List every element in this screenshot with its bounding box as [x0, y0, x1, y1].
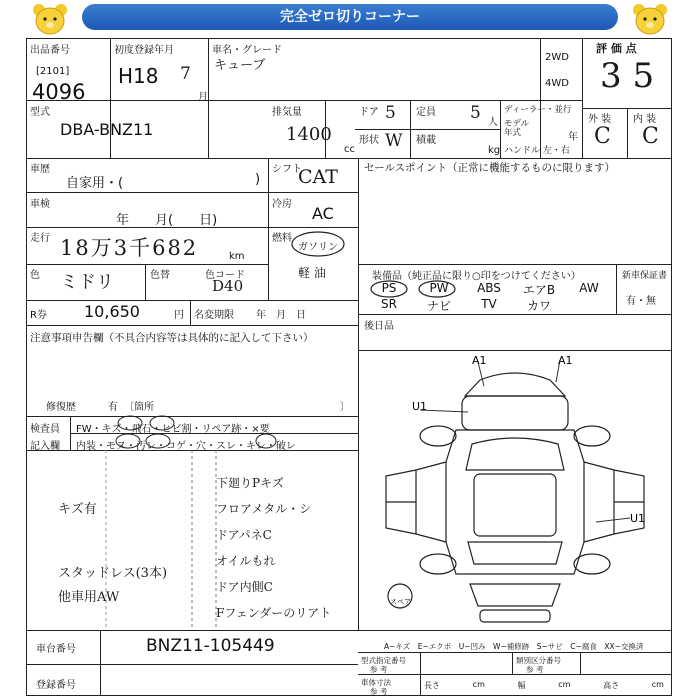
banner-title: 完全ゼロ切りコーナー [82, 4, 618, 30]
rating-label: 評 価 点 [596, 42, 637, 55]
doors-label: ドア [359, 107, 379, 118]
color-code-value: D40 [212, 277, 244, 295]
repair-value: 有 [108, 402, 118, 413]
color-label: 色 [30, 270, 40, 281]
color-code-label: 色コード [205, 270, 245, 281]
interior-value: C [642, 124, 659, 149]
shift-value: CAT [298, 166, 338, 188]
reg-month: 7 [180, 64, 191, 84]
displacement-label: 排気量 [272, 107, 302, 118]
fuel-gas: ガソリン [298, 242, 338, 253]
chassis-value: BNZ11-105449 [146, 636, 275, 656]
history-value: 自家用・( [66, 176, 124, 191]
inspector-label-2: 記入欄 [30, 441, 60, 452]
remarks-left [58, 498, 167, 610]
shape-value: W [385, 131, 403, 151]
exterior-value: C [594, 124, 611, 149]
fuel-diesel: 軽 油 [298, 266, 326, 280]
registration-label: 登録番号 [36, 680, 76, 691]
price-label: R券 [30, 310, 47, 321]
load-label: 積載 [416, 135, 436, 146]
lot-label: 出品番号 [30, 45, 70, 56]
dim-height-label: 高さ [603, 681, 620, 690]
inspection-label: 車検 [30, 199, 50, 210]
mark-u1-left: U1 [412, 400, 428, 413]
dim-length-label: 長さ [424, 681, 440, 690]
shift-label: シフト [272, 164, 302, 175]
mascot-right-icon [630, 2, 670, 36]
lot-number: 4096 [32, 80, 86, 104]
remark-left-item: スタッドレス(3本) [58, 566, 168, 581]
mileage-unit: km [229, 251, 245, 262]
damage-legend: A−キズ E−エクボ U−凹み W−補修跡 S−サビ C−腐食 XX−交換済 [384, 642, 644, 651]
mark-u1-right: U1 [630, 512, 646, 525]
rating-value: 3 5 [600, 56, 655, 96]
equipment-item: PS [381, 281, 397, 295]
dim-length-unit: cm [472, 680, 485, 689]
spare-label: スペア [390, 598, 411, 606]
inspector-row1: FW・キズ・飛石・ヒビ割・リペア跡・×要 [76, 424, 270, 435]
class-code-label: 類別区分番号 [516, 656, 561, 665]
equipment-item: AW [579, 281, 599, 295]
model-year-label: モデル年式 [504, 119, 530, 138]
doors-value: 5 [385, 103, 396, 123]
chassis-label: 車台番号 [36, 644, 76, 655]
equipment-item: TV [481, 297, 497, 311]
price-value: 10,650 [84, 302, 140, 321]
name-change-label: 名変期限 [194, 310, 234, 321]
name-change-value: 年 月 日 [256, 310, 306, 321]
reg-year: H18 [118, 64, 159, 88]
history-label: 車歴 [30, 164, 50, 175]
remark-right-item: フロアメタル・シ [216, 502, 312, 516]
type-code-label: 型式指定番号 [361, 656, 406, 665]
drive-4wd: 4WD [545, 78, 569, 89]
remark-right-item: オイルもれ [216, 554, 276, 568]
remark-right-item: 下廻りPキズ [216, 476, 284, 490]
car-damage-diagram [360, 352, 670, 627]
mark-a1-front-right: A1 [558, 354, 573, 367]
equipment-item: カワ [526, 299, 551, 313]
equipment-item: ナビ [426, 299, 451, 313]
repair-place: 〔箇所 [124, 402, 154, 413]
history-close: ) [255, 172, 261, 187]
repair-close: 〕 [340, 402, 350, 413]
rear-seat-label: 後日品 [364, 321, 394, 332]
inspector-marks [100, 415, 340, 451]
mileage-value: 18万3千682 [60, 236, 199, 260]
exterior-label: 外 装 [588, 114, 612, 125]
inspector-row2: 内装・モヌ・汚レ・コゲ・穴・スレ・キレ・破レ [76, 441, 296, 452]
drive-2wd: 2WD [545, 52, 569, 63]
equipment-item: エアB [522, 283, 556, 297]
lot-sub: [2101] [36, 66, 70, 77]
equipment-label: 装備品（純正品に限り○印をつけてください） [372, 271, 581, 282]
remarks-right [216, 474, 331, 630]
mascot-left-icon [30, 2, 70, 36]
ac-value: AC [312, 204, 334, 223]
mileage-label: 走行 [30, 233, 50, 244]
shape-label: 形状 [359, 135, 379, 146]
model-label: 車名・グレード [212, 45, 282, 56]
class-code-ref: 参 考 [526, 665, 544, 674]
dim-width-unit: cm [558, 680, 571, 689]
sales-point-label: セールスポイント（正常に機能するものに限ります） [364, 162, 616, 174]
capacity-label: 定員 [416, 107, 436, 118]
dealer-label: ディーラー・並行 [504, 105, 572, 115]
color-value: ミドリ [60, 272, 114, 293]
equipment-item: SR [381, 297, 397, 311]
mark-a1-front-left: A1 [472, 354, 487, 367]
displacement-value: 1400 [286, 124, 332, 145]
repair-label: 修復歴 [46, 402, 76, 413]
remark-left-item: キズ有 [58, 502, 97, 517]
first-reg-label: 初度登録年月 [114, 45, 174, 56]
displacement-unit: cc [344, 144, 355, 155]
remark-right-item: ドア内側C [216, 580, 273, 594]
model-name: キューブ [214, 58, 266, 73]
handle-label: ハンドル 左・右 [504, 146, 570, 156]
warranty-value: 有・無 [626, 296, 656, 307]
dim-height-unit: cm [651, 680, 664, 689]
type-value: DBA-BNZ11 [60, 120, 154, 139]
equipment-item: PW [429, 281, 449, 295]
fuel-label: 燃料 [272, 233, 292, 244]
length-ref: 参 考 [370, 687, 388, 696]
pw-circle [417, 280, 457, 298]
interior-label: 内 装 [633, 114, 657, 125]
dim-length [424, 680, 664, 691]
ac-label: 冷房 [272, 199, 292, 210]
remark-right-item: ドアパネC [216, 528, 272, 542]
reg-month-unit: 月 [198, 92, 208, 103]
model-year-unit: 年 [568, 132, 578, 143]
inspector-label: 検査員 [30, 424, 60, 435]
remark-left-item: 他車用AW [58, 590, 120, 605]
type-code-ref: 参 考 [370, 665, 388, 674]
capacity-value: 5 [470, 103, 481, 123]
price-unit: 円 [174, 310, 184, 321]
remark-right-item: Fフェンダーのリアト [216, 606, 332, 620]
fuel-gas-circle [290, 230, 346, 258]
load-unit: kg [488, 145, 501, 156]
warranty-label: 新車保証書 [622, 271, 668, 281]
length-label: 車体寸法 [361, 678, 391, 687]
capacity-unit: 人 [488, 117, 498, 128]
color-change-label: 色替 [150, 270, 170, 281]
equipment-item: ABS [477, 281, 501, 295]
notes-label: 注意事項申告欄（不具合内容等は具体的に記入して下さい） [30, 332, 314, 344]
dim-width-label: 幅 [517, 681, 526, 690]
ps-circle [369, 280, 409, 298]
inspection-value: 年 月( 日) [116, 213, 218, 228]
type-label: 型式 [30, 107, 50, 118]
